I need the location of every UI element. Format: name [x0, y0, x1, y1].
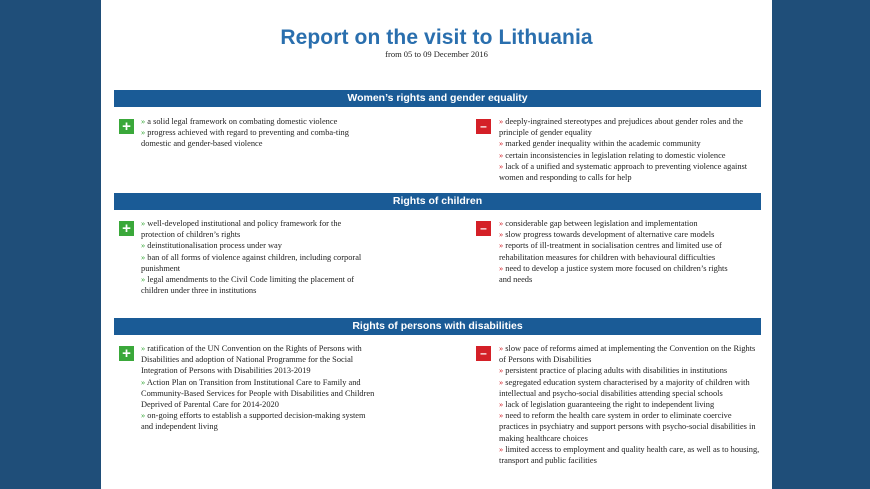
positives-list: [141, 218, 373, 296]
list-item: » lack of legislation guaranteeing the right to independent living: [499, 399, 761, 410]
list-item: » ratification of the UN Convention on the Rights of Persons with Disabilities and adoption of National Programme for the Social Integration of Persons with Disabilities 2013-2019: [141, 343, 375, 377]
page-title: Report on the visit to Lithuania: [280, 26, 593, 49]
plus-icon: +: [119, 119, 134, 134]
list-item: » need to develop a justice system more focused on children’s rights and needs: [499, 263, 739, 285]
list-item: » well-developed institutional and policy framework for the protection of children’s rights: [141, 218, 373, 240]
list-item: » deeply-ingrained stereotypes and prejudices about gender roles and the principle of gender equality: [499, 116, 761, 138]
negatives-list: [499, 218, 739, 285]
negatives-list: [499, 116, 761, 183]
page-subtitle: from 05 to 09 December 2016: [385, 49, 488, 59]
report-page: [101, 0, 772, 489]
list-item: » Action Plan on Transition from Institutional Care to Family and Community-Based Services for People with Disabilities and Children Deprived of Parental Care for 2014-2020: [141, 377, 375, 411]
list-item: » need to reform the health care system in order to eliminate coercive practices in psychiatry and support persons with psycho-social disabilities in making healthcare choices: [499, 410, 761, 444]
list-item: » limited access to employment and quality health care, as well as to housing, transport and public facilities: [499, 444, 761, 466]
list-item: » on-going efforts to establish a supported decision-making system and independent living: [141, 410, 375, 432]
list-item: » persistent practice of placing adults with disabilities in institutions: [499, 365, 761, 376]
section-heading-womens-rights: Women’s rights and gender equality: [114, 90, 761, 107]
list-item: » segregated education system characterised by a majority of children with intellectual and psycho-social disabilities attending special schools: [499, 377, 761, 399]
list-item: » a solid legal framework on combating domestic violence: [141, 116, 367, 127]
list-item: » slow pace of reforms aimed at implementing the Convention on the Rights of Persons with Disabilities: [499, 343, 761, 365]
positives-list: [141, 343, 375, 433]
minus-icon: –: [476, 221, 491, 236]
list-item: » deinstitutionalisation process under way: [141, 240, 373, 251]
list-item: » progress achieved with regard to preventing and comba-ting domestic and gender-based violence: [141, 127, 367, 149]
list-item: » ban of all forms of violence against children, including corporal punishment: [141, 252, 373, 274]
list-item: » marked gender inequality within the academic community: [499, 138, 761, 149]
list-item: » certain inconsistencies in legislation relating to domestic violence: [499, 150, 761, 161]
list-item: » considerable gap between legislation and implementation: [499, 218, 739, 229]
list-item: » lack of a unified and systematic approach to preventing violence against women and responding to calls for help: [499, 161, 761, 183]
list-item: » legal amendments to the Civil Code limiting the placement of children under three in institutions: [141, 274, 373, 296]
list-item: » reports of ill-treatment in socialisation centres and limited use of rehabilitation measures for children with behavioural difficulties: [499, 240, 739, 262]
section-heading-rights-of-persons-with-disabilities: Rights of persons with disabilities: [114, 318, 761, 335]
plus-icon: +: [119, 221, 134, 236]
positives-list: [141, 116, 367, 150]
minus-icon: –: [476, 119, 491, 134]
list-item: » slow progress towards development of alternative care models: [499, 229, 739, 240]
plus-icon: +: [119, 346, 134, 361]
minus-icon: –: [476, 346, 491, 361]
section-heading-rights-of-children: Rights of children: [114, 193, 761, 210]
negatives-list: [499, 343, 761, 466]
